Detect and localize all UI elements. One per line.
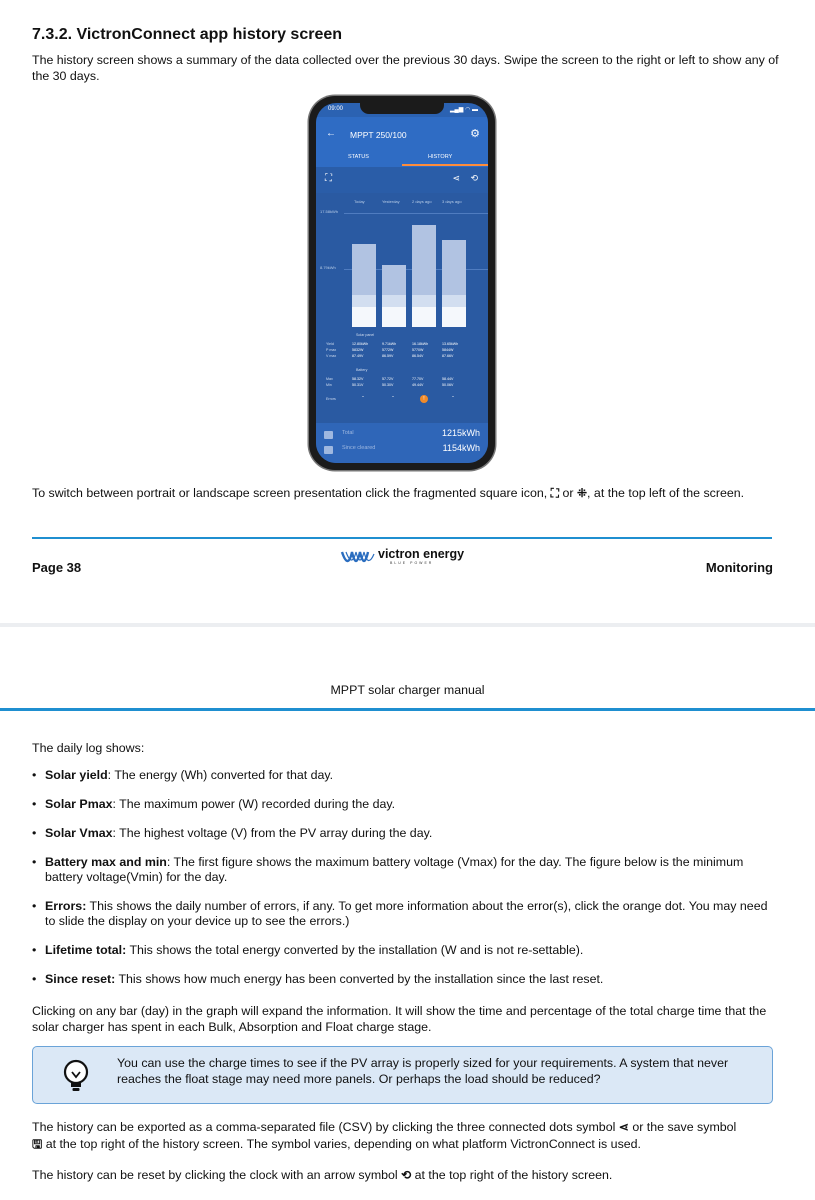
since-cleared-row (316, 443, 488, 457)
back-arrow-icon[interactable]: ← (326, 128, 336, 139)
day-bmax-value: 77.70V (412, 377, 424, 381)
phone-notch (360, 103, 444, 114)
since-cleared-value: 1154kWh (442, 443, 480, 453)
history-toolbar (316, 167, 488, 193)
day-bmin-value: 50.30V (382, 383, 394, 387)
pmax-label: P max (326, 348, 337, 352)
since-cleared-icon (324, 446, 333, 454)
column-header: Today (354, 199, 365, 204)
switch-orientation-paragraph (32, 485, 792, 501)
bar-float-segment (382, 307, 406, 327)
bar-absorption-segment (442, 295, 466, 307)
app-bar (316, 117, 488, 167)
list-item: • Solar Pmax: The maximum power (W) recorded during the day. (32, 797, 777, 812)
reset-text-2: at the top right of the history screen. (414, 1168, 613, 1182)
page-separator (0, 623, 815, 627)
day-pmax-value: 5772W (382, 348, 394, 352)
save-icon: 🖫 (32, 1137, 43, 1151)
history-bar[interactable] (352, 244, 376, 327)
bar-bulk-segment (352, 244, 376, 295)
since-cleared-label: Since cleared (342, 445, 376, 451)
app-title: MPPT 250/100 (350, 130, 407, 140)
error-none: - (452, 394, 454, 400)
collapse-square-icon: ⁜ (576, 486, 588, 500)
export-text-1: The history can be exported as a comma-separated file (CSV) by clicking the three connected dots symbol (32, 1120, 616, 1134)
day-vmax-value: 87.66V (442, 354, 454, 358)
reset-paragraph (32, 1167, 782, 1183)
error-none: - (392, 394, 394, 400)
logo-subtext: BLUE POWER (390, 561, 434, 565)
list-item: • Battery max and min: The first figure shows the maximum battery voltage (Vmax) for the day. The figure below is the minimum battery voltage(Vmin) for the day. (32, 855, 777, 885)
victron-logo-icon (340, 548, 376, 570)
daily-log-list (32, 768, 777, 1001)
tab-underline (402, 164, 488, 166)
section-title: 7.3.2. VictronConnect app history screen (32, 26, 343, 43)
bar-absorption-segment (352, 295, 376, 307)
tip-text: You can use the charge times to see if the PV array is properly sized for your requirements. A system that never reaches the float stage may need more panels. Or perhaps the load should be reduced? (117, 1056, 729, 1086)
list-item: • Lifetime total: This shows the total energy converted by the installation (W and is not re-settable). (32, 943, 777, 958)
day-yield-value: 12.80kWh (352, 342, 369, 346)
total-icon (324, 431, 333, 439)
total-label: Total (342, 430, 354, 436)
day-pmax-value: 5844W (442, 348, 454, 352)
export-paragraph (32, 1119, 782, 1153)
solar-panel-label: Solar panel (356, 333, 375, 337)
bar-bulk-segment (382, 265, 406, 295)
column-header: 2 days ago (412, 199, 432, 204)
battery-max-label: Max (326, 377, 333, 381)
list-item: • Since reset: This shows how much energy has been converted by the installation since the last reset. (32, 972, 777, 987)
export-text-3: at the top right of the history screen. The symbol varies, depending on what platform VictronConnect is used. (45, 1137, 641, 1151)
phone-screen (316, 103, 488, 463)
day-bmin-value: 50.06V (442, 383, 454, 387)
intro-paragraph: The history screen shows a summary of the data collected over the previous 30 days. Swipe the screen to the right or left to show any of the 30 days. (32, 53, 779, 83)
bar-float-segment (352, 307, 376, 327)
battery-min-label: Min (326, 383, 332, 387)
vmax-label: V max (326, 354, 337, 358)
share-icon: ⋖ (618, 1120, 629, 1134)
list-item: • Solar Vmax: The highest voltage (V) from the PV array during the day. (32, 826, 777, 841)
column-header: Yesterday (382, 199, 400, 204)
fragmented-square-icon[interactable]: ⛶ (325, 173, 332, 184)
daily-log-intro: The daily log shows: (32, 741, 145, 755)
day-pmax-value: 5770W (412, 348, 424, 352)
logo-text: victron energy (378, 547, 465, 561)
totals-panel (316, 423, 488, 463)
export-text-2: or the save symbol (632, 1120, 737, 1134)
error-none: - (362, 394, 364, 400)
bar-absorption-segment (382, 295, 406, 307)
manual-title: MPPT solar charger manual (330, 683, 485, 697)
tab-status[interactable]: STATUS (348, 154, 369, 160)
day-bmax-value: 58.44V (442, 377, 454, 381)
clock-reset-icon[interactable]: ⟲ (470, 173, 478, 183)
status-icons: ▂▄▆ ◠ ▬ (449, 107, 478, 113)
day-yield-value: 16.18kWh (412, 342, 429, 346)
status-time: 09:00 (328, 106, 344, 112)
day-bmax-value: 57.72V (382, 377, 394, 381)
day-bmin-value: 49.44V (412, 383, 424, 387)
list-item: • Errors: This shows the daily number of errors, if any. To get more information about the error(s), click the orange dot. You may need to slide the display on your device up to see the errors.) (32, 899, 777, 929)
y-axis-label: 8.79kWh (320, 265, 336, 270)
switch-text-after: , at the top left of the screen. (587, 486, 745, 500)
errors-label: Errors (326, 397, 336, 401)
day-yield-value: 9.71kWh (382, 342, 397, 346)
y-axis-label: 17.58kWh (320, 209, 339, 214)
day-yield-value: 13.65kWh (442, 342, 459, 346)
reset-text-1: The history can be reset by clicking the clock with an arrow symbol (32, 1168, 398, 1182)
footer-section-label: Monitoring (705, 560, 773, 575)
bar-bulk-segment (442, 240, 466, 295)
tab-history[interactable]: HISTORY (428, 154, 453, 160)
bar-bulk-segment (412, 225, 436, 295)
fragmented-square-icon: ⛶ (550, 486, 560, 500)
battery-label: Battery (356, 368, 368, 372)
history-bar[interactable] (382, 265, 406, 327)
footer-divider (32, 537, 772, 539)
lightbulb-icon (61, 1059, 91, 1093)
victron-logo (340, 546, 470, 576)
switch-text-before: To switch between portrait or landscape screen presentation click the fragmented square icon, (32, 486, 548, 500)
day-vmax-value: 86.59V (382, 354, 394, 358)
header-divider (0, 708, 815, 711)
day-vmax-value: 87.49V (352, 354, 364, 358)
history-bar[interactable] (442, 240, 466, 327)
total-row (316, 428, 488, 442)
total-value: 1215kWh (441, 428, 480, 438)
error-dot[interactable]: ! (420, 395, 428, 403)
list-item: • Solar yield: The energy (Wh) converted for that day. (32, 768, 777, 783)
column-header: 3 days ago (442, 199, 462, 204)
history-chart (316, 193, 488, 423)
tip-box (32, 1046, 773, 1104)
bar-float-segment (442, 307, 466, 327)
bar-float-segment (412, 307, 436, 327)
share-icon[interactable]: ⋖ (452, 173, 460, 183)
switch-text-or: or (562, 486, 574, 500)
history-bar[interactable] (412, 225, 436, 327)
bar-absorption-segment (412, 295, 436, 307)
page-number: Page 38 (32, 560, 82, 575)
day-vmax-value: 86.54V (412, 354, 424, 358)
gear-icon[interactable]: ⚙ (470, 128, 480, 140)
clock-reset-icon: ⟲ (401, 1168, 412, 1182)
day-bmax-value: 58.32V (352, 377, 364, 381)
day-bmin-value: 50.31V (352, 383, 364, 387)
day-pmax-value: 5832W (352, 348, 364, 352)
phone-mockup (309, 96, 495, 470)
yield-label: Yield (326, 342, 334, 346)
grid-line (344, 213, 488, 214)
clicking-paragraph: Clicking on any bar (day) in the graph will expand the information. It will show the time and percentage of the total charge time that the solar charger has spent in each Bulk, Absorption and Float charge stage. (32, 1004, 767, 1034)
